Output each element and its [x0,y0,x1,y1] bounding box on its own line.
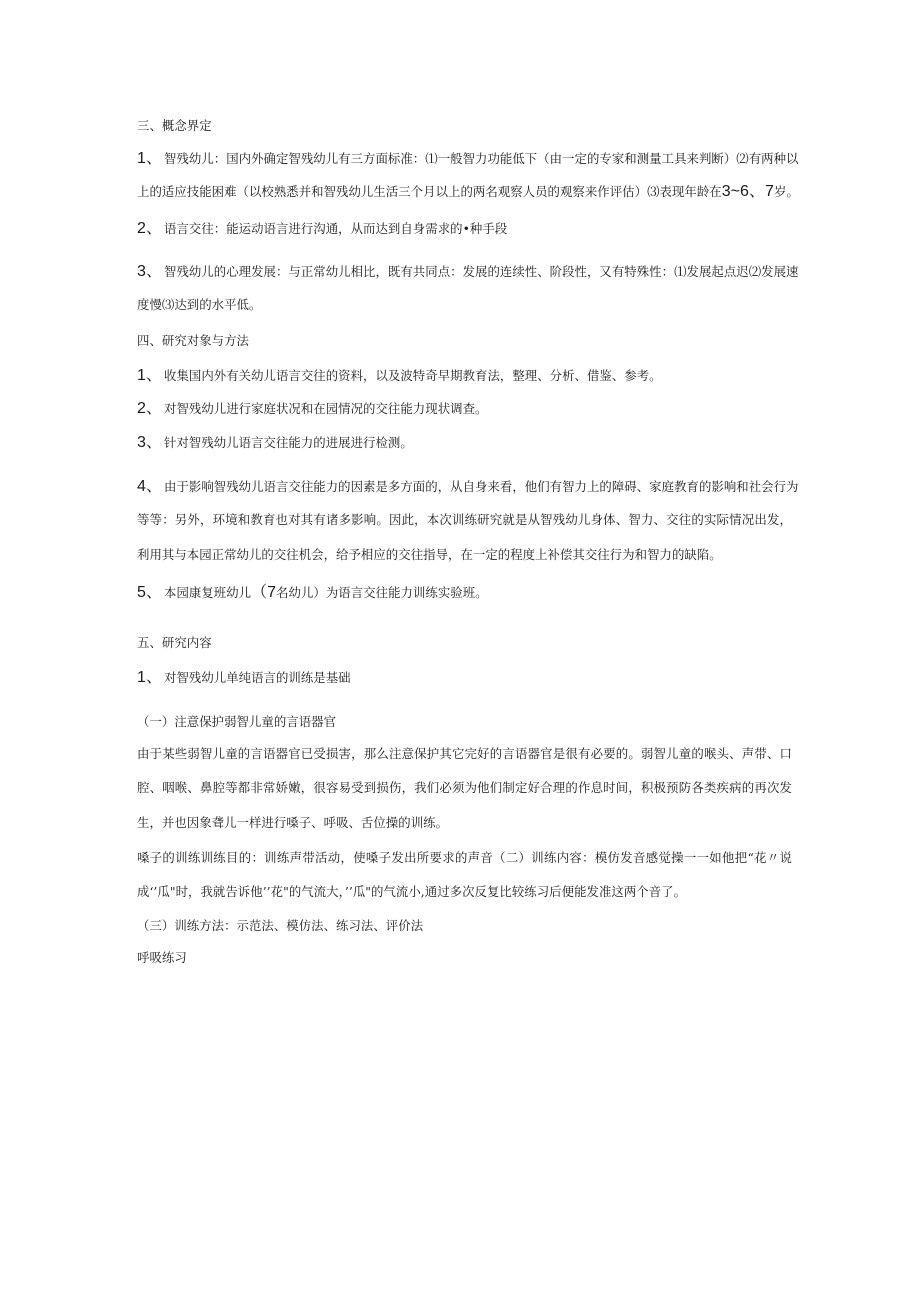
item-number: 1、 [137,669,162,686]
breathing-exercise-label: 呼吸练习 [137,950,187,965]
item-text: 对智残幼儿单纯语言的训练是基础 [164,670,351,685]
item-number: 2、 [137,400,162,417]
concept-item-1-line-2 [137,183,799,200]
method-item-4-line-2: 等等：另外，环境和教育也对其有诸多影响。因此，本次训练研究就是从智残幼儿身体、智力、交往的实际情况出发， [137,512,792,527]
item-number: 5、 [137,584,162,601]
item-text: 语言交往：能运动语言进行沟通，从而达到自身需求的•种手段 [164,221,508,236]
section-heading-concepts: 三、概念界定 [137,118,212,133]
age-range: 3~6、7 [721,183,775,200]
concept-item-3-line-2: 度慢⑶达到的水平低。 [137,297,262,312]
method-item-5 [137,585,792,601]
subheading-training-methods: （三）训练方法：示范法、模仿法、练习法、评价法 [137,918,424,933]
method-item-2 [137,401,792,417]
paragraph-2-line-2: 成‘’瓜"时，我就告诉他’’花"的气流大，’’瓜"的气流小,通过多次反复比较练习后便能发准这两个音了。 [137,884,687,899]
section-heading-subjects-methods: 四、研究对象与方法 [137,333,249,348]
item-text: 由于影响智残幼儿语言交往能力的因素是多方面的，从自身来看，他们有智力上的障碍、家庭教育的影响和社会行为 [164,479,799,494]
child-count: 7 [267,584,277,601]
method-item-1 [137,368,792,384]
item-text: 对智残幼儿进行家庭状况和在园情况的交往能力现状调查。 [164,401,488,416]
method-item-4-line-1 [137,478,799,495]
item-number: 1、 [137,367,162,384]
item-number: 1、 [137,150,162,167]
item-text-suffix: 岁。 [774,184,799,199]
item-number: 3、 [137,434,162,451]
concept-item-2 [137,221,792,237]
item-text: 智残幼儿：国内外确定智残幼儿有三方面标准：⑴一般智力功能低下（由一定的专家和测量工具来判断）⑵有两种以 [164,151,799,166]
paragraph-2-line-1: 嗓子的训练训练目的：训练声带活动，使嗓子发出所要求的声音（二）训练内容：模仿发音感觉操一一如他把“花〃说 [137,850,792,865]
paragraph-1-line-2: 腔、咽喉、鼻腔等都非常娇嫩，很容易受到损伤，我们必须为他们制定好合理的作息时间，积极预防各类疾病的再次发 [137,780,792,795]
item-number: 2、 [137,220,162,237]
paragraph-1-line-1: 由于某些弱智儿童的言语器官已受损害，那么注意保护其它完好的言语器官是很有必要的。弱智儿童的喉头、声带、口 [137,746,792,761]
content-item-1 [137,670,792,686]
item-number: 3、 [137,263,162,280]
item-text: 智残幼儿的心理发展：与正常幼儿相比，既有共同点：发展的连续性、阶段性，又有特殊性：⑴发展起点迟⑵发展速 [164,264,799,279]
method-item-4-line-3: 利用其与本园正常幼儿的交往机会，给予相应的交往指导，在一定的程度上补偿其交往行为和智力的缺陷。 [137,547,722,562]
method-item-3 [137,435,792,451]
item-text: 针对智残幼儿语言交往能力的进展进行检测。 [164,435,413,450]
item-text: 名幼儿）为语言交往能力训练实验班。 [276,585,488,600]
item-text: 收集国内外有关幼儿语言交往的资料，以及波特奇早期教育法，整理、分析、借鉴、参考。 [164,368,662,383]
item-text: 本园康复班幼儿 [164,585,252,600]
paren-open: （ [251,584,268,601]
item-number: 4、 [137,478,162,495]
item-text: 上的适应技能困难（以校熟悉并和智残幼儿生活三个月以上的两名观察人员的观察来作评估）⑶表现年龄在 [137,184,722,199]
section-heading-research-content: 五、研究内容 [137,635,212,650]
paragraph-1-line-3: 生，并也因象聋儿一样进行嗓子、呼吸、舌位操的训练。 [137,815,449,830]
concept-item-3-line-1 [137,263,799,280]
concept-item-1-line-1 [137,150,799,167]
subheading-protect-speech-organs: （一）注意保护弱智儿童的言语器官 [137,714,337,729]
